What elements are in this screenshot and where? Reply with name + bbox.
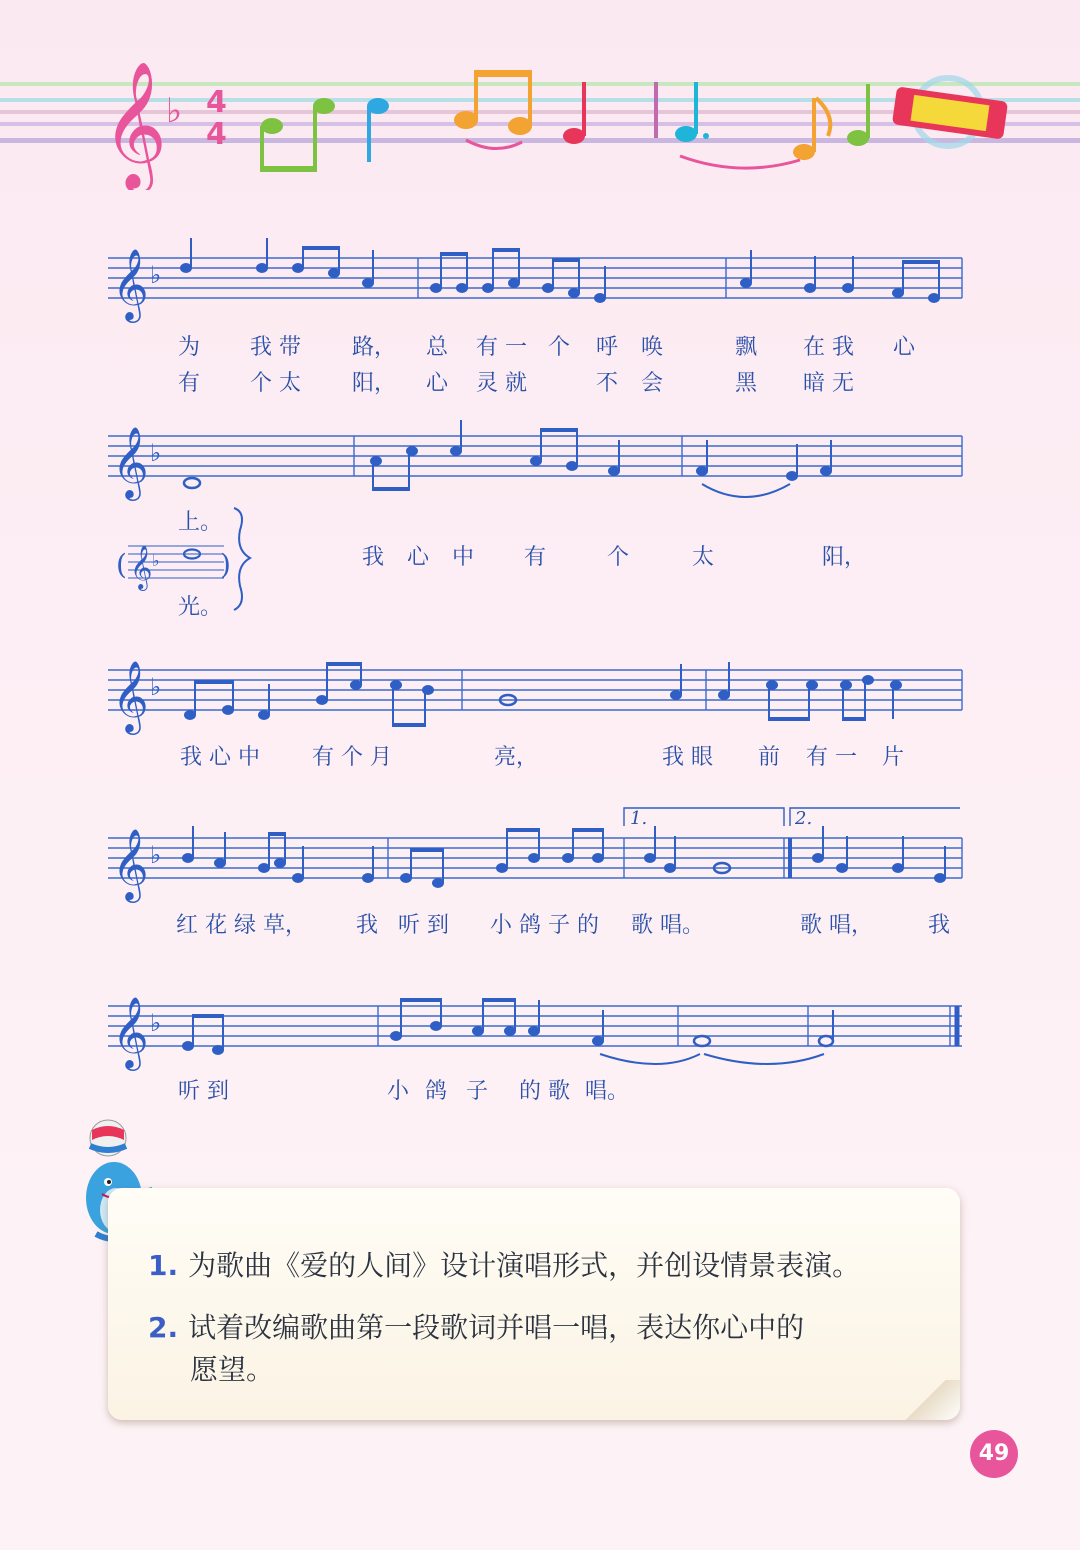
lyric-syllable: 中 — [452, 545, 475, 570]
flat-icon: ♭ — [150, 1009, 162, 1037]
staff-row-1 — [108, 238, 962, 323]
lyric-syllable: 黑 — [735, 371, 758, 396]
lyric-syllable: 个 — [607, 545, 630, 570]
lyric-syllable: 子 — [466, 1079, 489, 1104]
task-2-number: 2. — [148, 1311, 179, 1344]
flat-icon: ♭ — [150, 261, 162, 289]
lyric-syllable: 我 — [356, 913, 379, 938]
lyric-syllable: 歌 唱， — [800, 913, 873, 938]
time-signature-lower: 4 — [206, 117, 227, 152]
lyric-syllable: 阳， — [352, 371, 397, 396]
task-2-text: 试着改编歌曲第一段歌词并唱一唱，表达你心中的 — [188, 1311, 805, 1344]
lyric-syllable: 灵 就 — [476, 371, 527, 396]
lyric-syllable: 听 到 — [398, 913, 449, 938]
task-2-text-line2: 愿望。 — [190, 1353, 275, 1386]
lyric-syllable: 太 — [692, 545, 715, 570]
task-1-text: 为歌曲《爱的人间》设计演唱形式，并创设情景表演。 — [188, 1249, 861, 1282]
svg-text:): ) — [220, 548, 231, 581]
treble-clef-icon: 𝄞 — [112, 425, 149, 498]
lyric-syllable: 路， — [352, 335, 397, 360]
flat-icon: ♭ — [166, 91, 183, 131]
treble-clef-icon: 𝄞 — [112, 995, 149, 1068]
lyric-syllable: 心 — [407, 545, 430, 570]
lyric-syllable: 在 我 — [803, 335, 854, 360]
lyric-syllable: 心 — [893, 335, 916, 360]
task-1 — [148, 1244, 860, 1284]
lyric-syllable: 我 — [362, 545, 385, 570]
lyric-syllable: 唱。 — [585, 1079, 630, 1104]
task-2-continued — [190, 1348, 274, 1388]
lyric-syllable: 飘 — [735, 335, 758, 360]
lyric-syllable: 个 — [548, 335, 571, 360]
flat-icon: ♭ — [150, 841, 162, 869]
lyric-syllable: 呼 — [596, 335, 619, 360]
lyric-syllable: 我 带 — [250, 335, 301, 360]
alt-lyric-top: 上。 — [178, 510, 223, 535]
svg-text:(: ( — [116, 548, 127, 581]
lyric-syllable: 有 — [178, 371, 201, 396]
lyric-syllable: 不 — [596, 371, 619, 396]
lyric-syllable: 小 — [387, 1079, 410, 1104]
staff-row-3 — [108, 659, 962, 735]
task-1-number: 1. — [148, 1249, 179, 1282]
page-number: 49 — [970, 1430, 1018, 1478]
lyric-syllable: 我 眼 — [662, 745, 713, 770]
notes-row-1 — [180, 238, 940, 303]
staff-row-5 — [108, 995, 962, 1071]
lyric-syllable: 有 个 月 — [312, 745, 392, 770]
flat-icon: ♭ — [150, 439, 162, 467]
lyric-syllable: 总 — [426, 335, 449, 360]
lyric-syllable: 个 太 — [250, 371, 301, 396]
lyric-syllable: 有 — [524, 545, 547, 570]
lyric-syllable: 的 歌 — [519, 1079, 570, 1104]
volta-label-1: 1. — [630, 808, 648, 829]
alt-lyric-bottom: 光。 — [178, 595, 223, 620]
staff-row-2 — [108, 420, 962, 501]
lyric-syllable: 听 到 — [178, 1079, 229, 1104]
lyric-syllable: 暗 无 — [803, 371, 854, 396]
flat-icon: ♭ — [150, 673, 162, 701]
lyric-syllable: 亮， — [494, 745, 539, 770]
lyric-syllable: 有 一 — [806, 745, 857, 770]
treble-clef-icon: 𝄞 — [112, 659, 149, 732]
lyric-syllable: 心 — [426, 371, 449, 396]
lyric-syllable: 我 心 中 — [180, 745, 260, 770]
lyric-syllable: 唤 — [641, 335, 664, 360]
lyric-syllable: 前 — [758, 745, 781, 770]
page-curl — [890, 1380, 960, 1420]
lyric-syllable: 我 — [928, 913, 951, 938]
svg-text:♭: ♭ — [152, 551, 160, 570]
task-2 — [148, 1306, 804, 1346]
svg-text:𝄞: 𝄞 — [130, 545, 153, 589]
lyric-syllable: 歌 唱。 — [631, 913, 704, 938]
treble-clef-icon: 𝄞 — [112, 827, 149, 900]
time-signature: 4 — [206, 85, 227, 120]
volta-bracket-1 — [624, 808, 784, 826]
treble-clef-icon: 𝄞 — [112, 247, 149, 320]
lyric-syllable: 阳， — [822, 545, 867, 570]
lyric-syllable: 有 一 — [476, 335, 527, 360]
lyric-syllable: 小 鸽 子 的 — [490, 913, 599, 938]
activity-panel — [108, 1188, 960, 1420]
volta-bracket-2 — [790, 808, 960, 826]
lyric-syllable: 为 — [178, 335, 201, 360]
lyric-syllable: 红 花 绿 草， — [176, 913, 307, 938]
volta-label-2: 2. — [795, 808, 813, 829]
notes-row-3 — [184, 662, 902, 727]
lyric-syllable: 片 — [882, 745, 905, 770]
staff-row-4 — [108, 808, 962, 903]
lyric-syllable: 鸽 — [425, 1079, 448, 1104]
lyric-syllable: 会 — [641, 371, 664, 396]
treble-clef-icon: 𝄞 — [102, 60, 168, 188]
